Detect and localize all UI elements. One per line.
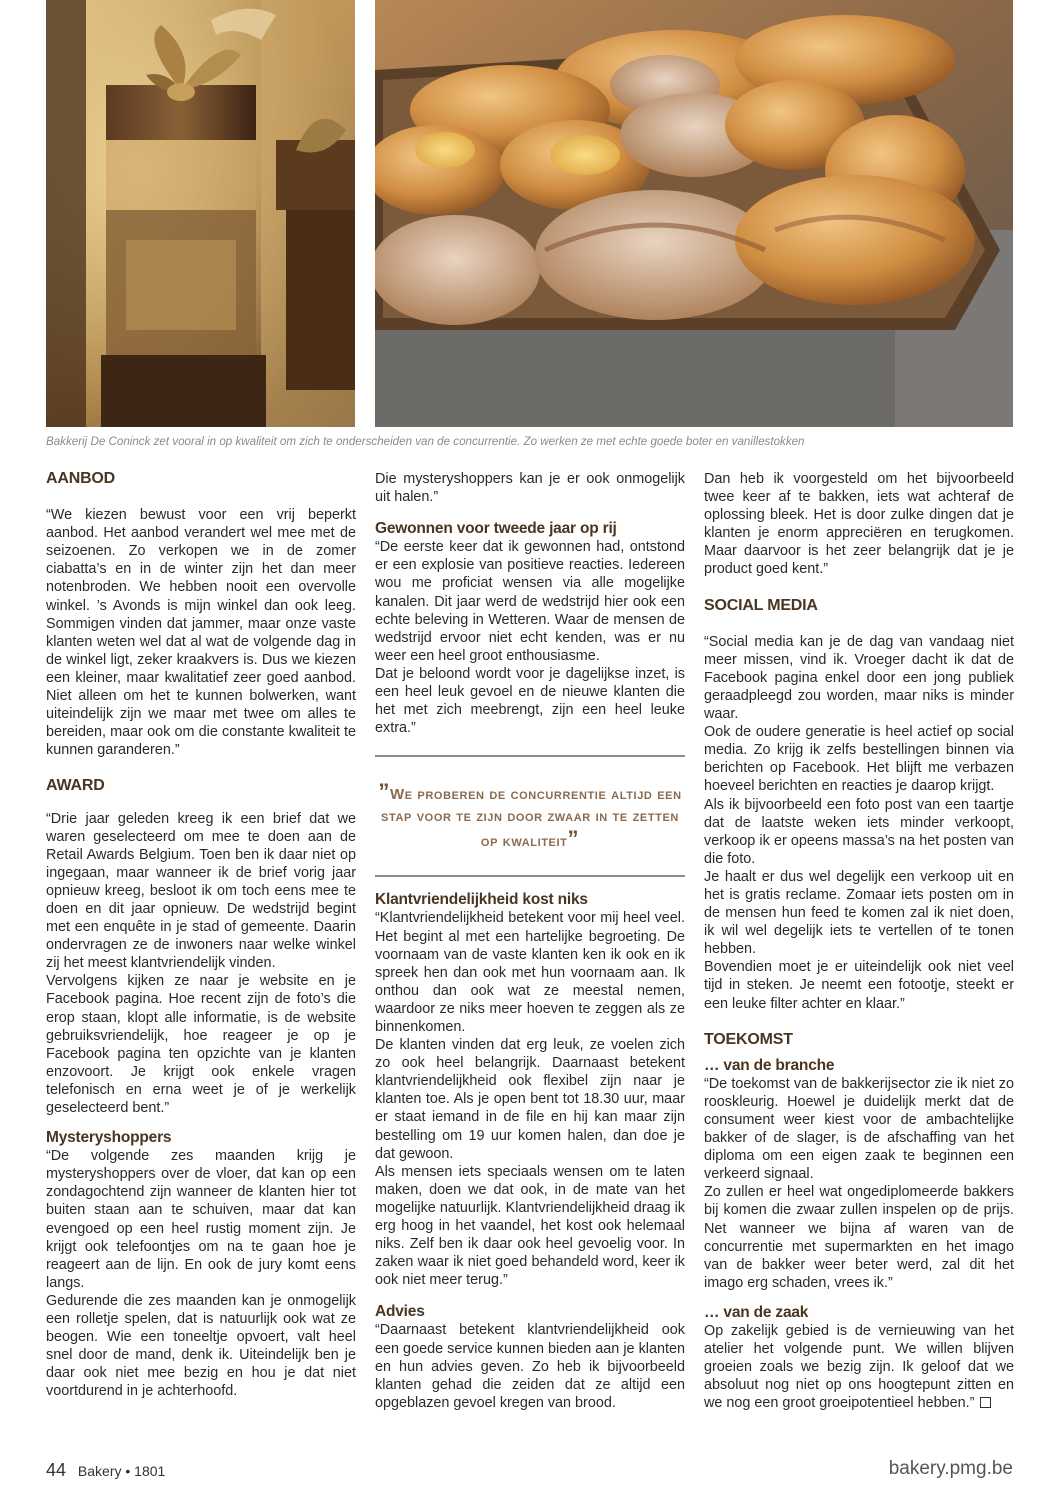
column-1 (46, 470, 356, 1401)
footer-url[interactable]: bakery.pmg.be (888, 1458, 1013, 1479)
heading-klantvriendelijkheid: Klantvriendelijkheid kost niks (375, 891, 588, 909)
paragraph-klant-1: “Klantvriendelijkheid betekent voor mij heel veel. Het begint al met een hartelijke begroeting. De voornaam van de vaste klanten ken ik ook en ik spreek hen dan ook met hun voornaam aan. Ik onthou dan ook wat ze meestal nemen, waardoor ze niks meer hoeven te zeggen als ze binnenkomen. (375, 910, 685, 1035)
heading-social-media: SOCIAL MEDIA (704, 596, 818, 614)
pull-quote-text: We proberen de concurrentie altijd een stap voor te zijn door zwaar in te zetten op kwaliteit (381, 786, 682, 851)
heading-mysteryshoppers: Mysteryshoppers (46, 1129, 172, 1147)
close-quote-mark: ” (567, 826, 580, 852)
paragraph-social-2: Ook de oudere generatie is heel actief op social media. Zo krijg ik zelfs bestellingen binnen via berichten op Facebook. Het blijft me verbazen hoeveel berichten en reacties je daarop krijgt. (704, 724, 1014, 795)
paragraph-social-3: Als ik bijvoorbeeld een foto post van een taartje dat de laatste weken iets minder verkoopt, verkoop ik er opeens massa’s na het posten van die foto. (704, 796, 1014, 867)
paragraph-branche-1: “De toekomst van de bakkerijsector zie ik niet zo rooskleurig. Hoewel je duidelijk merkt dat de consument weer kiest voor de ambachtelijke bakker of de slager, is de afschaffing van het diploma om een eigen zaak te beginnen een verkeerd signaal. (704, 1075, 1014, 1183)
pastries-image (375, 0, 1013, 427)
heading-van-de-zaak: … van de zaak (704, 1303, 809, 1321)
photo-caption: Bakkerij De Coninck zet vooral in op kwaliteit om zich te onderscheiden van de concurrentie. Zo werken ze met echte goede boter en vanillestokken (46, 435, 805, 448)
heading-advies: Advies (375, 1303, 425, 1321)
paragraph-aanbod: “We kiezen bewust voor een vrij beperkt aanbod. Het aanbod verandert wel mee met de seizoenen. Zo verkopen we in de zomer ciabatta’s en in de winter zijn het dan meer notenbroden. We hebben nooit een overvolle winkel. ’s Avonds is mijn winkel dan ook leeg. Sommigen vinden dat jammer, maar onze vaste klanten weten wel dat al wat de volgende dag in de winkel ligt, zeker kraakvers is. Dus we kiezen een kleiner, maar kwalitatief zeer goed aanbod. Niet alleen om het te kunnen bolwerken, want uiteindelijk zijn we maar met twee om alles te bereiden, maar ook om die constante kwaliteit te kunnen garanderen.” (46, 507, 356, 759)
paragraph-mystery-1: “De volgende zes maanden krijg je mysteryshoppers over de vloer, dat kan op een zondagochtend zijn wanneer de klanten hier tot buiten staan aan te schuiven, maar dat kan evengoed op een heel rustig moment zijn. Je krijgt ook telefoontjes om na te gaan hoe je reageert aan de lijn. En ook de jury komt eens langs. (46, 1148, 356, 1291)
paragraph-gewonnen-2: Dat je beloond wordt voor je dagelijkse inzet, is een heel leuk gevoel en de nieuwe klanten die het met zich meebrengt, zijn een heel leuke extra.” (375, 665, 685, 737)
page-number: 44 (46, 1460, 67, 1480)
paragraph-gewonnen-1: “De eerste keer dat ik gewonnen had, ontstond er een explosie van positieve reacties. Iedereen wou me proficiat wensen via alle mogelijke kanalen. Dit jaar werd de wedstrijd hier ook een echte beleving in Wetteren. Waar de mensen de wedstrijd ervoor niet echt kenden, was er nu weer een heel groot enthousiasme. (375, 539, 685, 664)
photo-gift-boxes (46, 0, 355, 427)
paragraph-advies: “Daarnaast betekent klantvriendelijkheid ook een goede service kunnen bieden aan je klanten en hun advies geven. Zo heb ik bijvoorbeeld klanten gehad die zeiden dat ze altijd een opgeblazen gevoel kregen van brood. (375, 1322, 685, 1411)
open-quote-mark: ” (378, 779, 390, 805)
paragraph-col3-intro: Dan heb ik voorgesteld om het bijvoorbeeld twee keer af te bakken, iets wat achteraf de oplossing bleek. Het is door zulke dingen dat je klanten je enorm appreciëren en terugkomen. Maar daarvoor is het zeer belangrijk dat je je product goed kent.” (704, 471, 1014, 578)
heading-award: AWARD (46, 777, 105, 795)
paragraph-klant-3: Als mensen iets speciaals wensen om te laten maken, doen we dat ook, in de mate van het mogelijke natuurlijk. Klantvriendelijkheid draag ik erg hoog in het vaandel, het kost ook helemaal niks. Zelf ben ik daar ook heel gevoelig voor. In zaken waar ik niet goed behandeld word, keer ik ook niet meer terug.” (375, 1163, 685, 1289)
heading-aanbod: AANBOD (46, 470, 116, 487)
end-of-article-square-icon (980, 1397, 991, 1408)
paragraph-col2-intro: Die mysteryshoppers kan je er ook onmogelijk uit halen.” (375, 471, 685, 506)
paragraph-award-1: “Drie jaar geleden kreeg ik een brief dat we waren geselecteerd om mee te doen aan de Retail Awards Belgium. Toen ben ik daar niet op ingegaan, maar wanneer ik de brief vorig jaar opnieuw kreeg, besloot ik om toch eens mee te doen en dit jaar opnieuw. De wedstrijd begint met een enquête in je stad of gemeente. Daarin ondervragen ze de inwoners naar welke winkel zij het meest klantvriendelijk vinden. (46, 810, 356, 972)
footer-left (46, 1460, 165, 1481)
paragraph-branche-2: Zo zullen er heel wat ongediplomeerde bakkers bij komen die zwaar zullen inspelen op de prijs. Net wanneer we bijna af waren van de concurrentie met supermarkten en het imago van de bakker weer beter werd, zal dit het imago erg schaden, vrees ik.” (704, 1184, 1014, 1291)
paragraph-klant-2: De klanten vinden dat erg leuk, ze voelen zich zo ook heel belangrijk. Daarnaast betekent klantvriendelijkheid ook flexibel zijn naar je klanten toe. Als je open bent tot 18.30 uur, maar er staat iemand in de file en hij kan maar zijn bestelling om 19 uur komen halen, dan doe je dat gewoon. (375, 1037, 685, 1162)
paragraph-mystery-2: Gedurende die zes maanden kan je onmogelijk een rolletje spelen, dat is natuurlijk ook wat ze beogen. Wie een toneeltje opvoert, valt heel snel door de mand, denk ik. Uiteindelijk ben je daar ook niet mee bezig en hou je dat niet voortdurend in je achterhoofd. (46, 1292, 356, 1400)
heading-van-de-branche: … van de branche (704, 1056, 835, 1074)
photo-pastries (375, 0, 1013, 427)
paragraph-award-2: Vervolgens kijken ze naar je website en je Facebook pagina. Hoe recent zijn de foto’s die erop staan, klopt alle informatie, is de website gebruiksvriendelijk, hoe reageer je op je Facebook pagina ten opzichte van je klanten enzovoort. Je krijgt ook enkele vragen telefonisch en erna weet je of je werkelijk geselecteerd bent.” (46, 973, 356, 1116)
gift-boxes-image (46, 0, 355, 427)
heading-toekomst: TOEKOMST (704, 1030, 793, 1048)
paragraph-zaak-text: Op zakelijk gebied is de vernieuwing van het atelier het volgende punt. We willen blijven groeien zoals we bezig zijn. Ik geloof dat we absoluut nog niet op ons hoogtepunt zitten en we nog een groot groeipotentieel hebben.” (704, 1323, 1014, 1412)
column-2 (375, 470, 685, 1412)
pull-quote (375, 755, 685, 877)
paragraph-social-1: “Social media kan je de dag van vandaag niet meer missen, vind ik. Vroeger dacht ik dat de Facebook pagina enkel door een jong publiek geraadpleegd zou worden, maar niks is minder waar. (704, 633, 1014, 723)
paragraph-social-5: Bovendien moet je er uiteindelijk ook niet veel tijd in steken. Je neemt een fotootje, steekt er een leuke filter achter en klaar.” (704, 959, 1014, 1012)
column-3 (704, 470, 1014, 1413)
magazine-issue: Bakery • 1801 (77, 1463, 166, 1479)
paragraph-social-4: Je haalt er dus wel degelijk een verkoop uit en het is gratis reclame. Zomaar iets posten om in de mensen hun feed te komen zal ik niet doen, ik wil wel degelijk iets te vertellen of te tonen hebben. (704, 868, 1014, 958)
heading-gewonnen: Gewonnen voor tweede jaar op rij (375, 520, 617, 538)
paragraph-zaak (704, 1322, 1014, 1412)
